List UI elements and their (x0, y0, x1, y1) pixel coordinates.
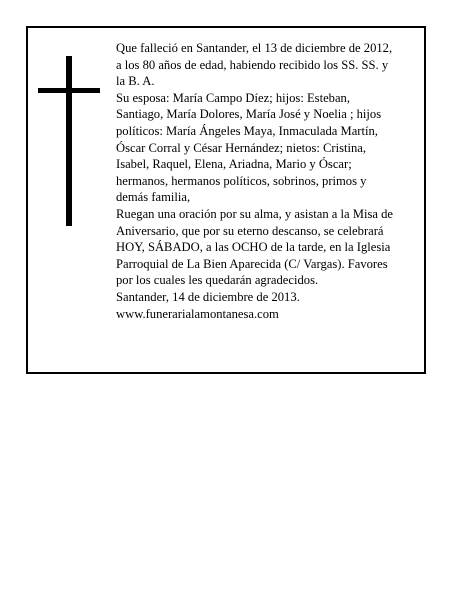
notice-line-family-grandchildren: Óscar Corral y César Hernández; nietos: Cristina, (116, 140, 367, 155)
cross-horizontal-bar (38, 88, 100, 93)
notice-line-family-grandchildren-cont: Isabel, Raquel, Elena, Ariadna, Mario y Óscar; (116, 157, 352, 172)
notice-line-sacraments: la B. A. (116, 74, 155, 89)
notice-line-family-children: Santiago, María Dolores, María José y Noelia ; hijos (116, 107, 382, 122)
notice-line-place-date: Santander, 14 de diciembre de 2013. (116, 289, 300, 304)
notice-line-mass-time: HOY, SÁBADO, a las OCHO de la tarde, en la Iglesia (116, 240, 391, 255)
obituary-notice-frame (26, 26, 426, 374)
notice-line-thanks: por los cuales les quedarán agradecidos. (116, 273, 319, 288)
cross-icon (38, 56, 100, 226)
notice-line-family-spouse: Su esposa: María Campo Díez; hijos: Esteban, (116, 90, 350, 105)
notice-line-family-end: demás familia, (116, 190, 191, 205)
obituary-text-block (116, 40, 420, 322)
notice-line-family-in-laws: políticos: María Ángeles Maya, Inmaculada Martín, (116, 123, 378, 138)
cross-vertical-bar (66, 56, 72, 226)
notice-line-family-relatives: hermanos, hermanos políticos, sobrinos, primos y (116, 173, 367, 188)
notice-line-website: www.funerarialamontanesa.com (116, 306, 279, 321)
notice-line-age: a los 80 años de edad, habiendo recibido los SS. SS. y (116, 57, 389, 72)
notice-line-prayer-request: Ruegan una oración por su alma, y asistan a la Misa de (116, 206, 393, 221)
notice-line-mass: Aniversario, que por su eterno descanso, se celebrará (116, 223, 384, 238)
notice-line-church: Parroquial de La Bien Aparecida (C/ Vargas). Favores (116, 256, 388, 271)
notice-line-death-date: Que falleció en Santander, el 13 de diciembre de 2012, (116, 41, 393, 55)
